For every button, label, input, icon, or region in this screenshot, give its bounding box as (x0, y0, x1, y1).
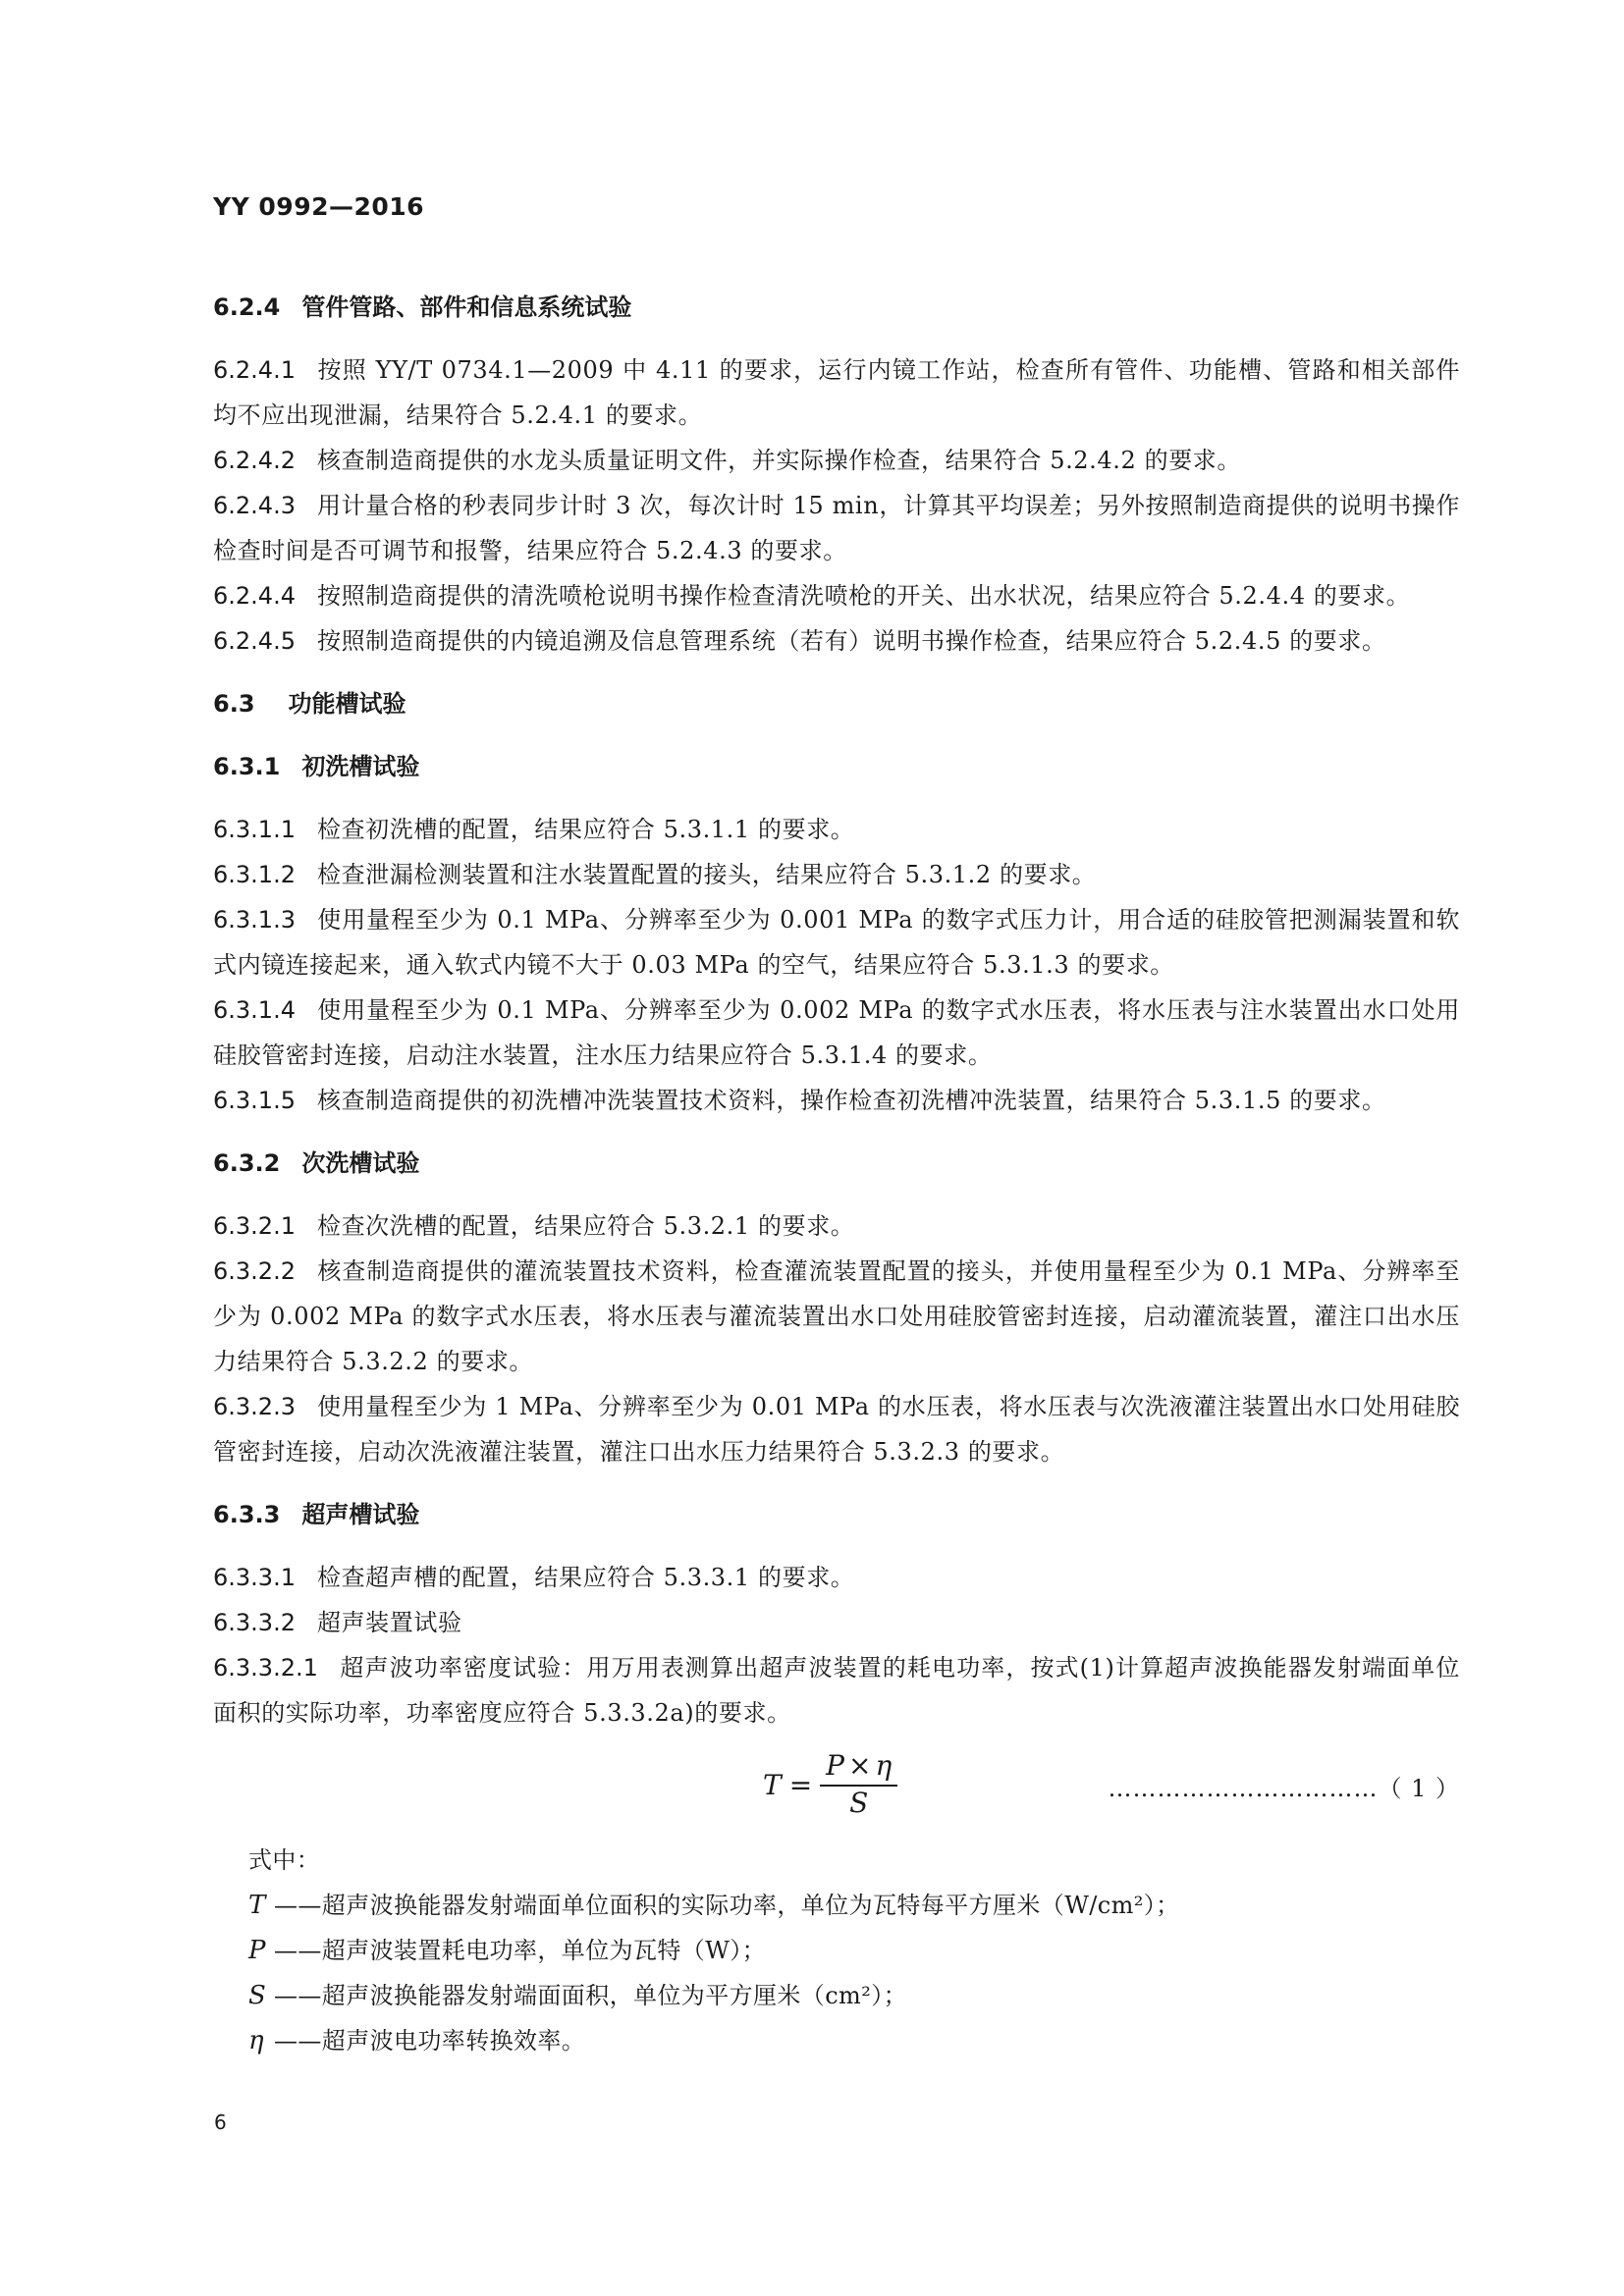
clause-6-3-1-5 (213, 1078, 1460, 1123)
clause-6-3-2-1 (213, 1203, 1460, 1249)
section-heading-6-3-3 (213, 1492, 1460, 1537)
clause-text: 按照 YY/T 0734.1—2009 中 4.11 的要求，运行内镜工作站，检查所有管件、功能槽、管路和相关部件均不应出现泄漏，结果符合 5.2.4.1 的要求。 (213, 356, 1460, 429)
section-number: 6.3.2 (213, 1149, 281, 1177)
formula-lhs: T (763, 1768, 782, 1801)
clause-text: 按照制造商提供的内镜追溯及信息管理系统（若有）说明书操作检查，结果应符合 5.2.4.5 的要求。 (316, 627, 1386, 655)
clause-text: 使用量程至少为 1 MPa、分辨率至少为 0.01 MPa 的水压表，将水压表与次洗液灌注装置出水口处用硅胶管密封连接，启动次洗液灌注装置，灌注口出水压力结果符合 5.3.2.3 的要求。 (213, 1393, 1460, 1466)
section-title: 管件管路、部件和信息系统试验 (301, 294, 632, 321)
numerator-p: P (826, 1749, 844, 1782)
clause-text: 用计量合格的秒表同步计时 3 次，每次计时 15 min，计算其平均误差；另外按照制造商提供的说明书操作检查时间是否可调节和报警，结果应符合 5.2.4.3 的要求。 (213, 492, 1460, 564)
section-number: 6.3.3 (213, 1501, 281, 1528)
clause-number: 6.2.4.4 (213, 582, 296, 610)
clause-number: 6.3.1.2 (213, 861, 296, 888)
formula-numerator (820, 1749, 897, 1787)
clause-6-3-3-1 (213, 1555, 1460, 1600)
variable-description: ——超声波装置耗电功率，单位为瓦特（W）； (274, 1937, 767, 1964)
variable-description: ——超声波电功率转换效率。 (274, 2027, 586, 2055)
formula-equals: = (788, 1768, 813, 1801)
clause-6-2-4-5 (213, 618, 1460, 664)
clause-text: 核查制造商提供的水龙头质量证明文件，并实际操作检查，结果符合 5.2.4.2 的要求。 (316, 447, 1241, 474)
clause-text: 按照制造商提供的清洗喷枪说明书操作检查清洗喷枪的开关、出水状况，结果应符合 5.2.4.4 的要求。 (316, 582, 1411, 610)
section-heading-6-2-4 (213, 285, 1460, 330)
formula-fraction (820, 1749, 897, 1820)
clause-text: 使用量程至少为 0.1 MPa、分辨率至少为 0.001 MPa 的数字式压力计，用合适的硅胶管把测漏装置和软式内镜连接起来，通入软式内镜不大于 0.03 MPa 的空气，结果应符合 5.3.1.3 的要求。 (213, 906, 1460, 979)
clause-number: 6.3.2.3 (213, 1393, 296, 1420)
section-number: 6.3.1 (213, 753, 281, 780)
clause-6-3-2-3 (213, 1384, 1460, 1474)
definition-item (248, 1973, 1460, 2018)
numerator-eta: η (875, 1749, 893, 1782)
clause-6-3-1-3 (213, 897, 1460, 988)
times-sign: × (848, 1749, 872, 1782)
clause-6-2-4-1 (213, 347, 1460, 438)
variable-symbol: T (248, 1891, 266, 1920)
section-heading-6-3-2 (213, 1141, 1460, 1186)
clause-text: 超声波功率密度试验：用万用表测算出超声波装置的耗电功率，按式(1)计算超声波换能器发射端面单位面积的实际功率，功率密度应符合 5.3.3.2a)的要求。 (213, 1654, 1460, 1727)
definition-item (248, 1883, 1460, 1928)
clause-text: 检查超声槽的配置，结果应符合 5.3.3.1 的要求。 (316, 1564, 855, 1591)
clause-number: 6.2.4.3 (213, 492, 296, 519)
variable-symbol: S (248, 1981, 267, 2010)
clause-text: 核查制造商提供的初洗槽冲洗装置技术资料，操作检查初洗槽冲洗装置，结果符合 5.3.1.5 的要求。 (316, 1087, 1386, 1114)
clause-number: 6.3.1.5 (213, 1087, 296, 1114)
formula-1 (763, 1749, 897, 1820)
definition-item (248, 1928, 1460, 1973)
section-heading-6-3-1 (213, 744, 1460, 789)
clause-text: 检查次洗槽的配置，结果应符合 5.3.2.1 的要求。 (316, 1212, 855, 1240)
section-title: 次洗槽试验 (301, 1149, 420, 1177)
clause-text: 检查泄漏检测装置和注水装置配置的接头，结果应符合 5.3.1.2 的要求。 (316, 861, 1097, 888)
page-number: 6 (214, 2110, 227, 2134)
formula-denominator: S (849, 1787, 869, 1819)
clause-6-3-1-4 (213, 988, 1460, 1078)
clause-number: 6.2.4.1 (213, 356, 296, 384)
clause-6-3-3-2 (213, 1600, 1460, 1645)
section-number: 6.3 (213, 690, 255, 718)
clause-6-3-3-2-1 (213, 1645, 1460, 1735)
clause-number: 6.2.4.5 (213, 627, 296, 655)
variable-description: ——超声波换能器发射端面单位面积的实际功率，单位为瓦特每平方厘米（W/cm²）； (274, 1892, 1180, 1919)
section-title: 功能槽试验 (288, 690, 406, 718)
clause-6-3-1-1 (213, 807, 1460, 852)
formula-row (213, 1743, 1460, 1838)
clause-number: 6.3.3.2 (213, 1609, 296, 1636)
clause-number: 6.3.1.4 (213, 996, 296, 1024)
clause-number: 6.3.3.2.1 (213, 1654, 318, 1682)
where-intro: 式中： (248, 1846, 321, 1874)
definition-item (248, 2018, 1460, 2063)
main-content (213, 285, 1460, 2063)
clause-6-3-1-2 (213, 852, 1460, 897)
clause-text: 使用量程至少为 0.1 MPa、分辨率至少为 0.002 MPa 的数字式水压表，将水压表与注水装置出水口处用硅胶管密封连接，启动注水装置，注水压力结果应符合 5.3.1.4 的要求。 (213, 996, 1460, 1069)
section-title: 超声槽试验 (301, 1501, 420, 1528)
clause-number: 6.3.3.1 (213, 1564, 296, 1591)
clause-text: 核查制造商提供的灌流装置技术资料，检查灌流装置配置的接头，并使用量程至少为 0.1 MPa、分辨率至少为 0.002 MPa 的数字式水压表，将水压表与灌流装置出水口处用硅胶管密封连接，启动灌流装置，灌注口出水压力结果符合 5.3.2.2 的要求。 (213, 1257, 1460, 1375)
variable-symbol: η (248, 2026, 264, 2056)
clause-text: 超声装置试验 (316, 1609, 462, 1636)
clause-number: 6.2.4.2 (213, 447, 296, 474)
standard-code: YY 0992—2016 (213, 192, 425, 221)
formula-number: ……………………………（ 1 ） (1108, 1775, 1460, 1802)
clause-number: 6.3.2.2 (213, 1257, 296, 1285)
section-number: 6.2.4 (213, 294, 281, 321)
clause-6-2-4-3 (213, 483, 1460, 573)
section-title: 初洗槽试验 (301, 753, 420, 780)
variable-symbol: P (248, 1936, 266, 1965)
variable-definitions (213, 1838, 1460, 2063)
clause-6-3-2-2 (213, 1249, 1460, 1384)
clause-number: 6.3.1.1 (213, 816, 296, 843)
clause-number: 6.3.2.1 (213, 1212, 296, 1240)
clause-6-2-4-2 (213, 438, 1460, 483)
variable-description: ——超声波换能器发射端面面积，单位为平方厘米（cm²）； (274, 1982, 908, 2009)
clause-text: 检查初洗槽的配置，结果应符合 5.3.1.1 的要求。 (316, 816, 855, 843)
section-heading-6-3 (213, 681, 1460, 726)
clause-6-2-4-4 (213, 573, 1460, 618)
clause-number: 6.3.1.3 (213, 906, 296, 934)
